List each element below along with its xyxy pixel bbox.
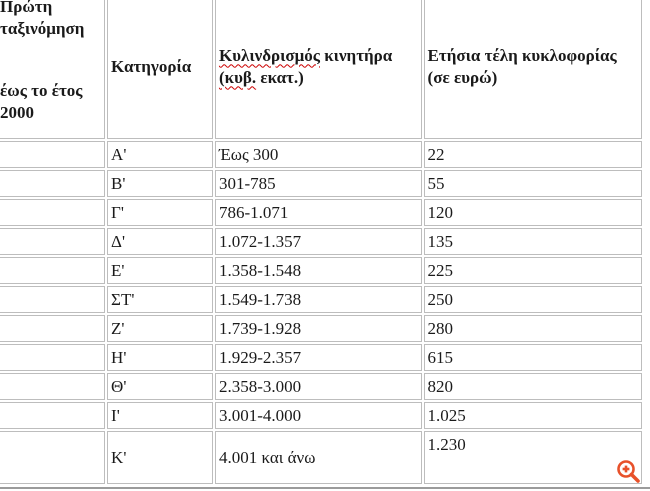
header-first-registration-line2: έως το έτος 2000 [0,81,83,122]
displacement-cell: 2.358-3.000 [215,373,422,400]
first-registration-cell [0,228,105,255]
table-row [0,170,642,197]
table-row [0,257,642,284]
first-registration-cell [0,141,105,168]
displacement-cell: 1.358-1.548 [215,257,422,284]
fee-cell: 22 [424,141,642,168]
first-registration-cell [0,257,105,284]
fee-cell: 135 [424,228,642,255]
displacement-cell: 1.929-2.357 [215,344,422,371]
displacement-cell: 1.549-1.738 [215,286,422,313]
fee-cell: 225 [424,257,642,284]
table-row [0,228,642,255]
category-cell: ΣΤ' [107,286,213,313]
zoom-in-icon[interactable] [615,458,642,485]
header-engine-displacement [215,0,422,139]
table-row [0,286,642,313]
first-registration-cell [0,286,105,313]
fee-cell: 55 [424,170,642,197]
table-row [0,315,642,342]
fee-cell: 1.230 [424,431,642,484]
header-first-registration [0,0,105,139]
first-registration-cell [0,344,105,371]
displacement-cell: 4.001 και άνω [215,431,422,484]
displacement-cell: 1.739-1.928 [215,315,422,342]
header-displacement-word3-misspelled: (κυβ. [218,67,257,87]
first-registration-cell [0,402,105,429]
first-registration-cell [0,431,105,484]
category-cell: Δ' [107,228,213,255]
displacement-cell: 301-785 [215,170,422,197]
table-bottom-divider [0,487,650,489]
category-cell: Γ' [107,199,213,226]
category-cell: Κ' [107,431,213,484]
header-displacement-word-misspelled: Κυλινδρισμός [218,45,320,65]
category-cell: Θ' [107,373,213,400]
header-category: Κατηγορία [107,0,213,139]
category-cell: Ε' [107,257,213,284]
fee-cell: 280 [424,315,642,342]
category-cell: Α' [107,141,213,168]
first-registration-cell [0,373,105,400]
table-row [0,141,642,168]
table-row [0,199,642,226]
category-cell: Β' [107,170,213,197]
displacement-cell: Έως 300 [215,141,422,168]
header-displacement-word4: εκατ.) [256,67,304,87]
category-cell: Η' [107,344,213,371]
first-registration-cell [0,170,105,197]
fee-cell: 250 [424,286,642,313]
table-row [0,402,642,429]
header-first-registration-line1: Πρώτη ταξινόμηση [0,0,85,38]
table-header [0,0,642,139]
header-displacement-word2: κινητήρα [319,45,393,65]
displacement-cell: 3.001-4.000 [215,402,422,429]
category-cell: Ζ' [107,315,213,342]
displacement-cell: 786-1.071 [215,199,422,226]
fee-cell: 820 [424,373,642,400]
first-registration-cell [0,199,105,226]
header-row [0,0,642,139]
header-annual-fees: Ετήσια τέλη κυκλοφορίας (σε ευρώ) [424,0,642,139]
table-body [0,141,642,484]
fee-cell: 120 [424,199,642,226]
table-row [0,431,642,484]
fee-cell: 1.025 [424,402,642,429]
table-row [0,344,642,371]
fee-cell: 615 [424,344,642,371]
displacement-cell: 1.072-1.357 [215,228,422,255]
table-row [0,373,642,400]
first-registration-cell [0,315,105,342]
category-cell: Ι' [107,402,213,429]
